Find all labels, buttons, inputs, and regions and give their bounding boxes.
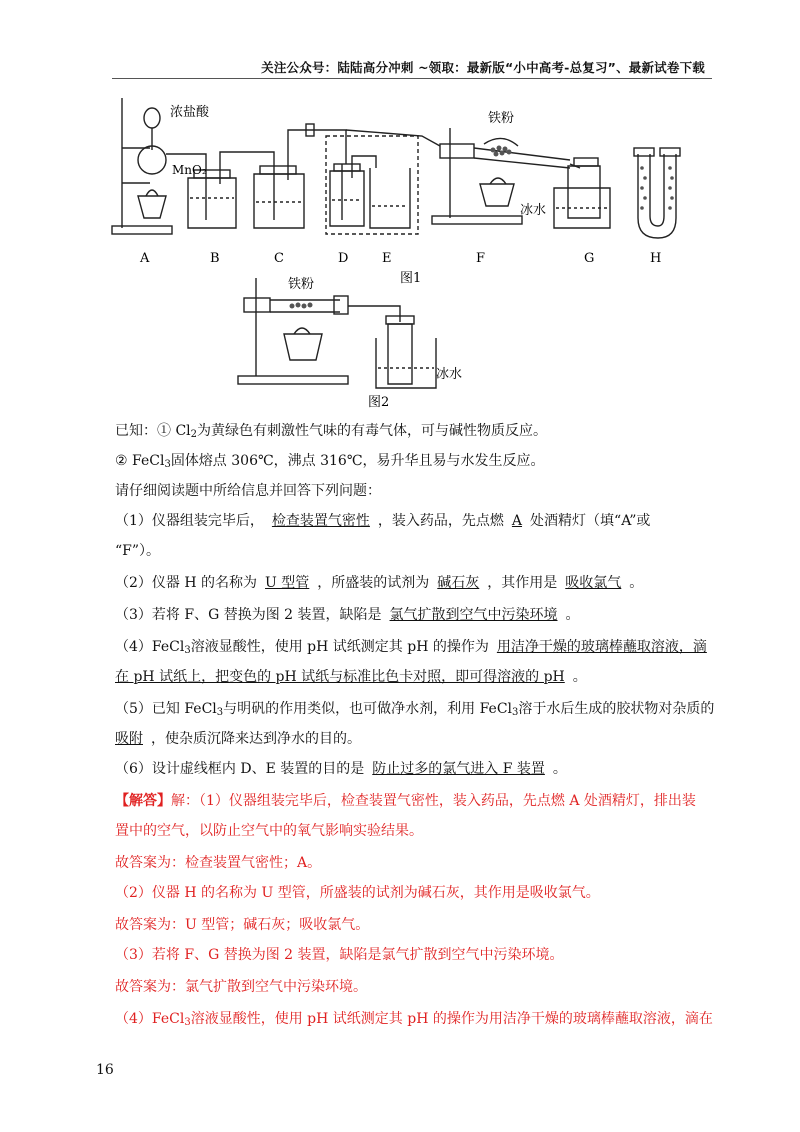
solution-line-6: （3）若将 F、G 替换为图 2 装置，缺陷是氯气扩散到空气中污染环境。 (115, 947, 564, 963)
solution-line-2: 置中的空气，以防止空气中的氧气影响实验结果。 (115, 823, 423, 839)
question-4-cont: 在 pH 试纸上，把变色的 pH 试纸与标准比色卡对照，即可得溶液的 pH 。 (115, 666, 707, 688)
question-6: （6）设计虚线框内 D、E 装置的目的是 防止过多的氯气进入 F 装置 。 (115, 758, 707, 780)
question-1-cont: “F”）。 (115, 543, 161, 559)
q2-answer-2: 碱石灰 (437, 575, 480, 591)
label-iron-powder: 铁粉 (488, 111, 515, 126)
letter-c: C (274, 251, 284, 266)
fig2-label-iron-powder: 铁粉 (288, 277, 315, 292)
figure-2-caption: 图2 (368, 395, 390, 410)
letter-g: G (584, 251, 595, 266)
solution-line-5: 故答案为：U 型管；碱石灰；吸收氯气。 (115, 917, 370, 933)
label-ice-water: 冰水 (520, 203, 547, 218)
known-2: ② FeCl$_3$固体熔点 306℃，沸点 316℃，易升华且易与水发生反应。 (115, 453, 545, 470)
q1-answer-2: A (511, 513, 523, 529)
q6-answer: 防止过多的氯气进入 F 装置 (372, 761, 545, 777)
fig2-label-ice-water: 冰水 (436, 367, 463, 382)
q1-answer-1: 检查装置气密性 (271, 513, 370, 529)
letter-h: H (650, 251, 662, 266)
solution-line-3: 故答案为：检查装置气密性；A。 (115, 855, 322, 871)
page-header: 关注公众号：陆陆高分冲刺 ~领取：最新版“小中高考-总复习”、最新试卷下载 (261, 60, 705, 75)
q2-answer-1: U 型管 (265, 575, 310, 591)
page-number: 16 (96, 1062, 114, 1078)
solution-line-1: 【解答】解：（1）仪器组装完毕后，检查装置气密性，装入药品，先点燃 A 处酒精灯，排出装 (115, 793, 696, 809)
question-5: （5）已知 FeCl$_3$与明矾的作用类似，也可做净水剂，利用 FeCl$_3$溶于水后生成的胶状物对杂质的 (115, 701, 715, 718)
figure-2-apparatus (230, 268, 470, 410)
solution-line-4: （2）仪器 H 的名称为 U 型管，所盛装的试剂为碱石灰，其作用是吸收氯气。 (115, 885, 600, 901)
question-1: （1）仪器组装完毕后， 检查装置气密性 ，装入药品，先点燃 A 处酒精灯（填“A”或 (115, 510, 707, 532)
q4-answer-part1: 用洁净干燥的玻璃棒蘸取溶液，滴 (496, 639, 707, 655)
letter-a: A (140, 251, 150, 266)
question-4: （4）FeCl$_3$溶液显酸性，使用 pH 试纸测定其 pH 的操作为 用洁净干燥的玻璃棒蘸取溶液，滴 (115, 636, 707, 662)
header-divider (112, 78, 712, 79)
solution-line-7: 故答案为：氯气扩散到空气中污染环境。 (115, 979, 367, 995)
label-mno2: MnO₂ (172, 163, 207, 177)
solution-tag: 【解答】 (115, 793, 171, 809)
question-5-cont: 吸附 ，使杂质沉降来达到净水的目的。 (115, 728, 707, 750)
figure-1-apparatus (110, 88, 710, 288)
q2-answer-3: 吸收氯气 (565, 575, 622, 591)
label-hcl: 浓盐酸 (170, 105, 210, 120)
q5-answer: 吸附 (115, 731, 143, 747)
known-1: 已知：① $Cl_2$为黄绿色有刺激性气味的有毒气体，可与碱性物质反应。 (115, 423, 548, 440)
letter-b: B (210, 251, 220, 266)
figure-1-caption: 图1 (400, 271, 422, 286)
solution-line-8: （4）FeCl$_3$溶液显酸性，使用 pH 试纸测定其 pH 的操作为用洁净干燥的玻璃棒蘸取溶液，滴在 (115, 1011, 713, 1028)
letter-d: D (338, 251, 349, 266)
q4-answer-part2: 在 pH 试纸上，把变色的 pH 试纸与标准比色卡对照，即可得溶液的 pH (115, 669, 565, 685)
question-3: （3）若将 F、G 替换为图 2 装置，缺陷是 氯气扩散到空气中污染环境 。 (115, 604, 707, 626)
letter-f: F (476, 251, 486, 266)
question-2: （2）仪器 H 的名称为 U 型管 ，所盛装的试剂为 碱石灰 ，其作用是 吸收氯气 。 (115, 572, 707, 594)
letter-e: E (382, 251, 392, 266)
instruction: 请仔细阅读题中所给信息并回答下列问题： (115, 483, 381, 499)
q3-answer: 氯气扩散到空气中污染环境 (389, 607, 558, 623)
